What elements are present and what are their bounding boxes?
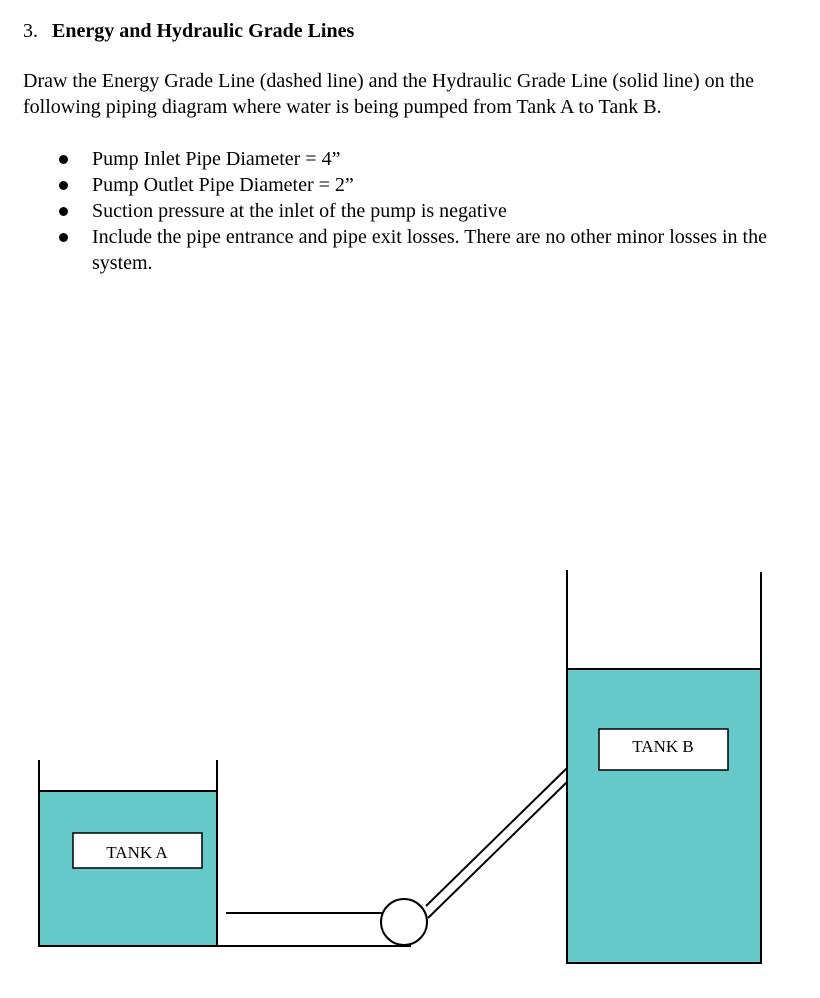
discharge-pipe-lower (428, 782, 567, 918)
tank-a-label: TANK A (106, 843, 168, 862)
bullet-outlet-diameter: Pump Outlet Pipe Diameter = 2” (55, 172, 805, 198)
bullet-suction-pressure: Suction pressure at the inlet of the pump is negative (55, 198, 805, 224)
problem-title: Energy and Hydraulic Grade Lines (52, 20, 355, 42)
tank-b-label: TANK B (632, 737, 694, 756)
bullet-inlet-diameter: Pump Inlet Pipe Diameter = 4” (55, 146, 805, 172)
pump (381, 899, 427, 945)
discharge-pipe (426, 768, 567, 918)
tank-a (39, 760, 217, 946)
problem-intro: Draw the Energy Grade Line (dashed line) and the Hydraulic Grade Line (solid line) on the following piping diagram where water is being pumped from Tank A to Tank B. (23, 70, 755, 118)
problem-number: 3. (23, 20, 38, 42)
bullet-losses: Include the pipe entrance and pipe exit losses. There are no other minor losses in the system. (55, 224, 805, 276)
tank-b-water (567, 669, 761, 963)
tank-b (567, 570, 761, 963)
discharge-pipe-upper (426, 768, 567, 906)
